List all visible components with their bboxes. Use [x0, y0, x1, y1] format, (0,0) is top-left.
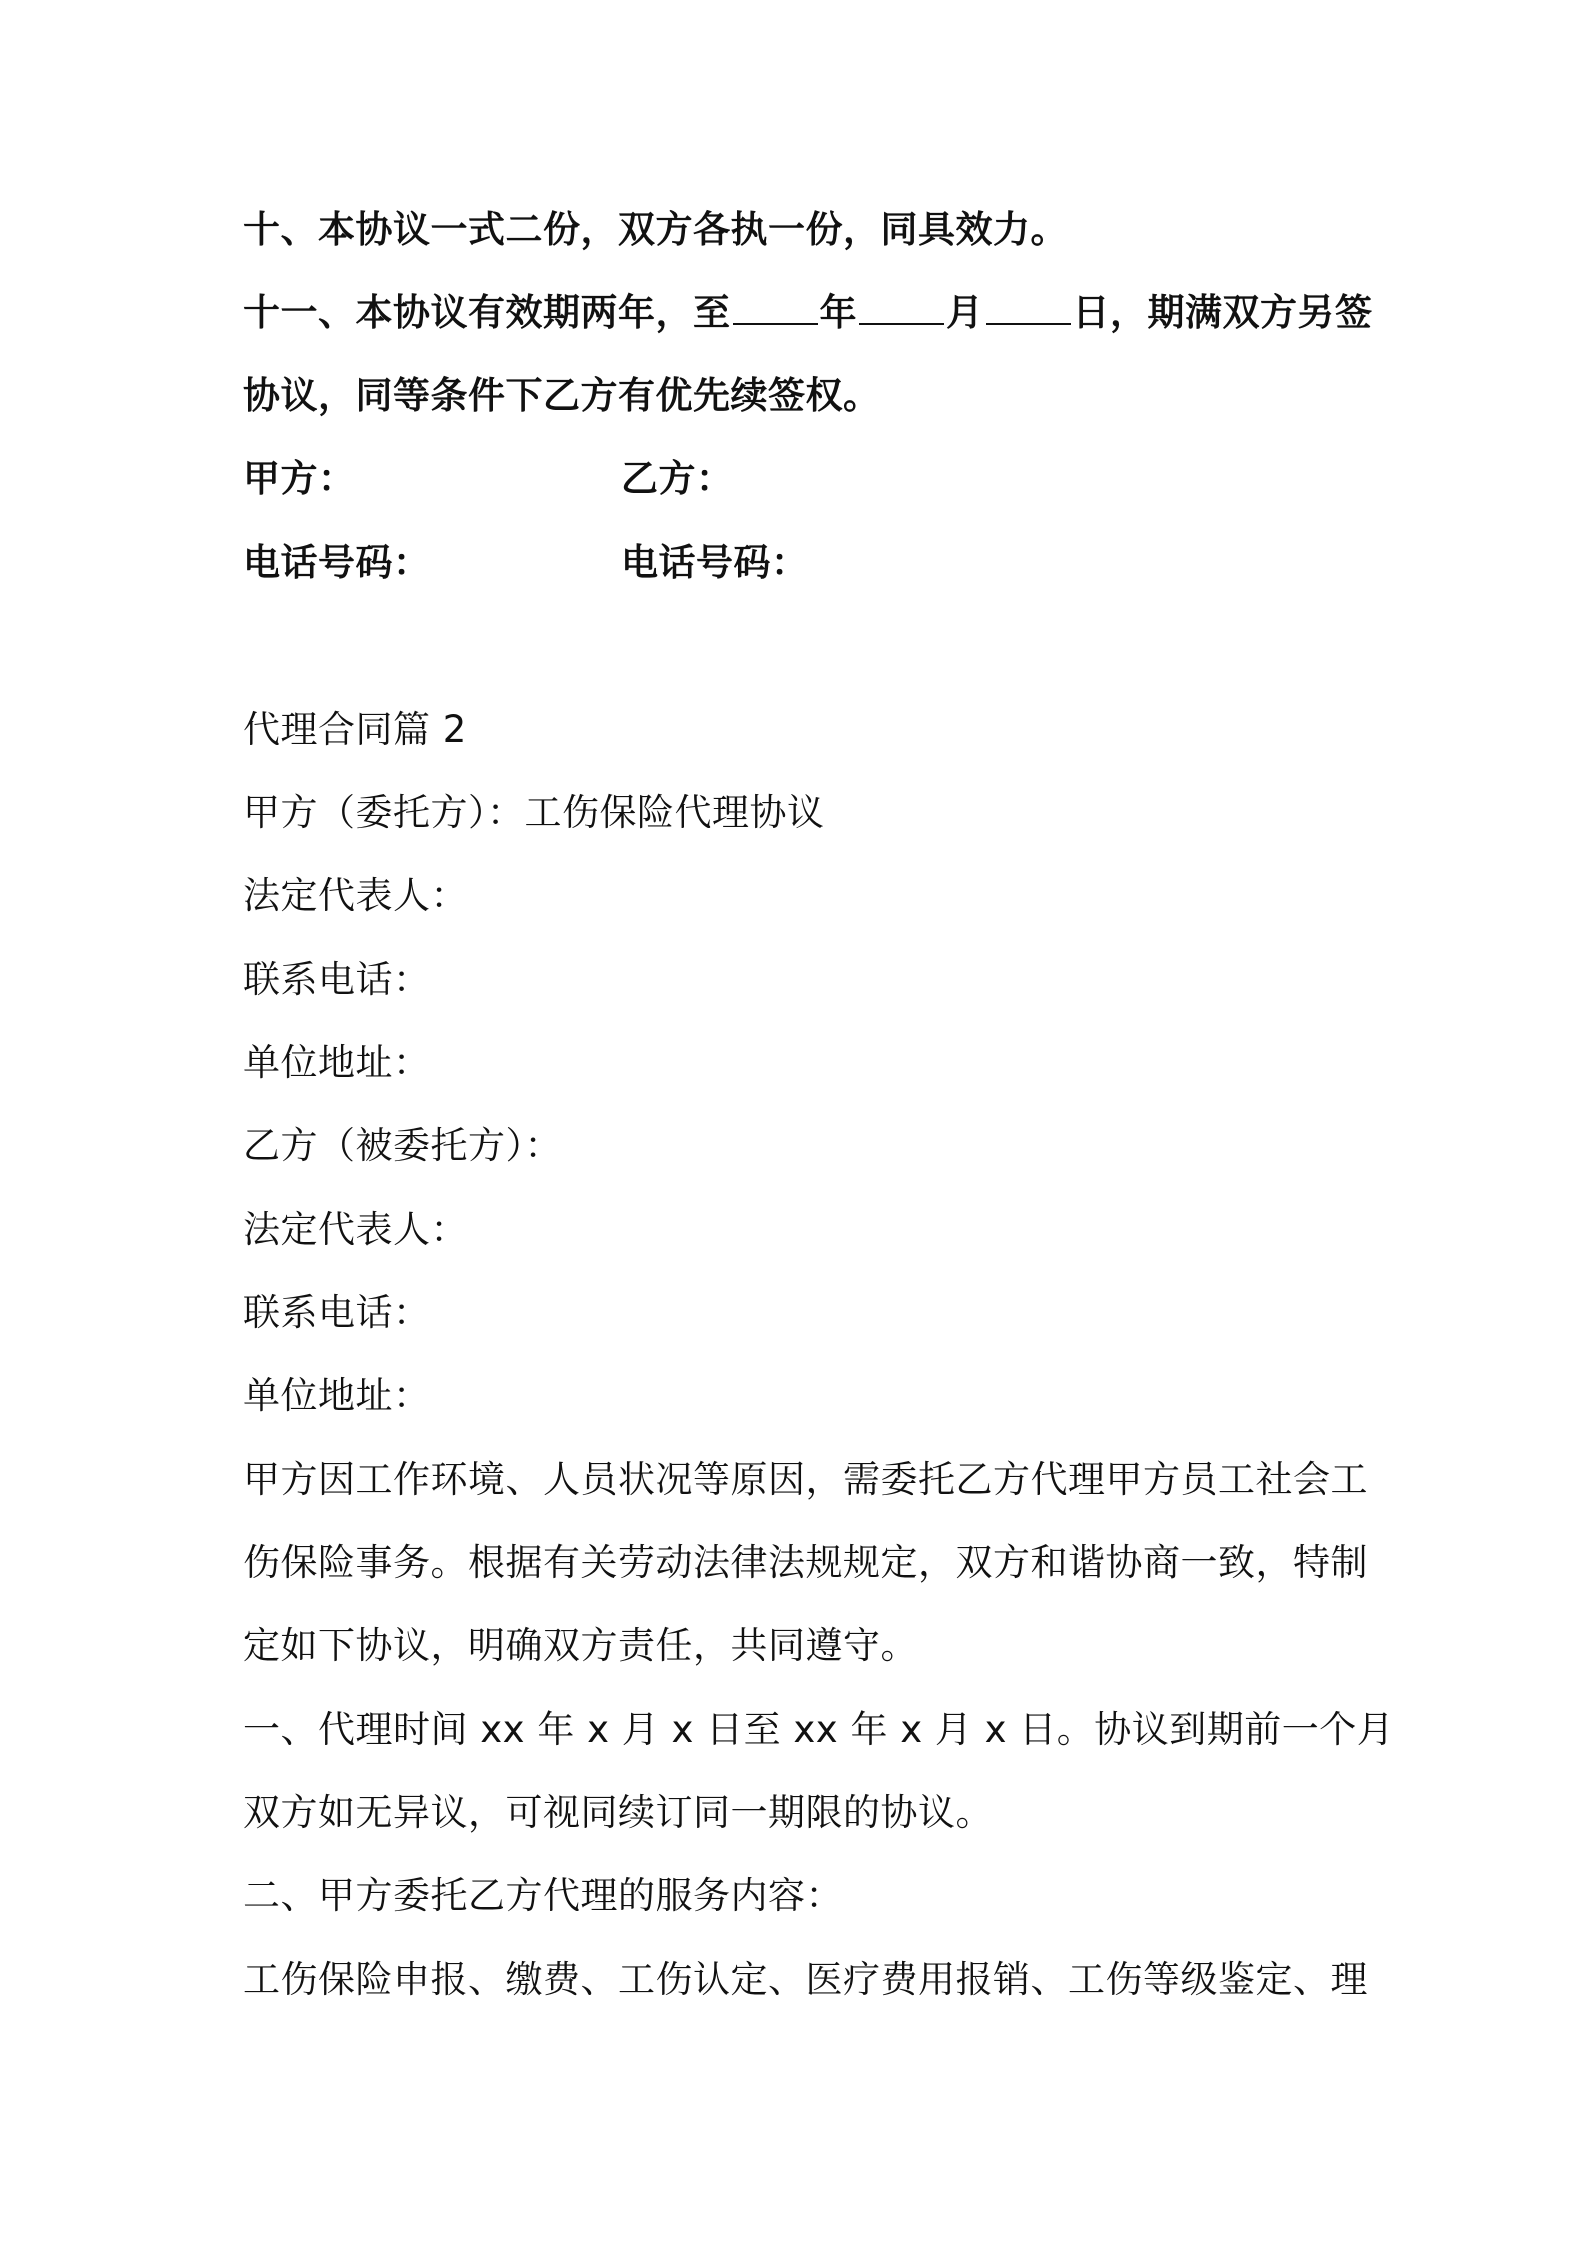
clause-eleven-text-1: 十一、本协议有效期两年，至 [243, 291, 731, 334]
item-one-line-2: 双方如无异议，可视同续订同一期限的协议。 [243, 1791, 993, 1834]
party-a-signature-label: 甲方： [243, 457, 356, 500]
clause-ten: 十、本协议一式二份，双方各执一份，同具效力。 [243, 208, 1068, 251]
month-blank [859, 293, 944, 325]
clause-eleven-year-label: 年 [819, 291, 857, 334]
intro-paragraph-line-2: 伤保险事务。根据有关劳动法律法规规定，双方和谐协商一致，特制 [243, 1541, 1368, 1584]
party-b-address: 单位地址： [243, 1374, 431, 1417]
party-a-phone-label: 电话号码： [243, 541, 431, 584]
year-blank [733, 293, 818, 325]
party-a-legal-rep: 法定代表人： [243, 874, 468, 917]
clause-eleven-continued: 协议，同等条件下乙方有优先续签权。 [243, 374, 881, 417]
item-two-detail: 工伤保险申报、缴费、工伤认定、医疗费用报销、工伤等级鉴定、理 [243, 1958, 1368, 2001]
party-a-client: 甲方（委托方）：工伤保险代理协议 [243, 791, 825, 834]
clause-eleven-month-label: 月 [946, 291, 984, 334]
intro-paragraph-line-1: 甲方因工作环境、人员状况等原因，需委托乙方代理甲方员工社会工 [243, 1458, 1368, 1501]
party-b-signature-label: 乙方： [621, 457, 734, 500]
item-one-line-1: 一、代理时间 xx 年 x 月 x 日至 xx 年 x 月 x 日。协议到期前一个月 [243, 1708, 1395, 1751]
party-a-address: 单位地址： [243, 1041, 431, 1084]
item-two-heading: 二、甲方委托乙方代理的服务内容： [243, 1874, 843, 1917]
clause-eleven [243, 290, 1373, 336]
clause-eleven-text-2: 日，期满双方另签 [1072, 291, 1373, 334]
party-b-phone: 联系电话： [243, 1291, 431, 1334]
party-b-legal-rep: 法定代表人： [243, 1208, 468, 1251]
section-title: 代理合同篇 2 [243, 708, 467, 751]
party-b-agent: 乙方（被委托方）： [243, 1124, 562, 1167]
party-a-phone: 联系电话： [243, 958, 431, 1001]
party-b-phone-label: 电话号码： [621, 541, 809, 584]
intro-paragraph-line-3: 定如下协议，明确双方责任，共同遵守。 [243, 1624, 918, 1667]
day-blank [986, 293, 1071, 325]
